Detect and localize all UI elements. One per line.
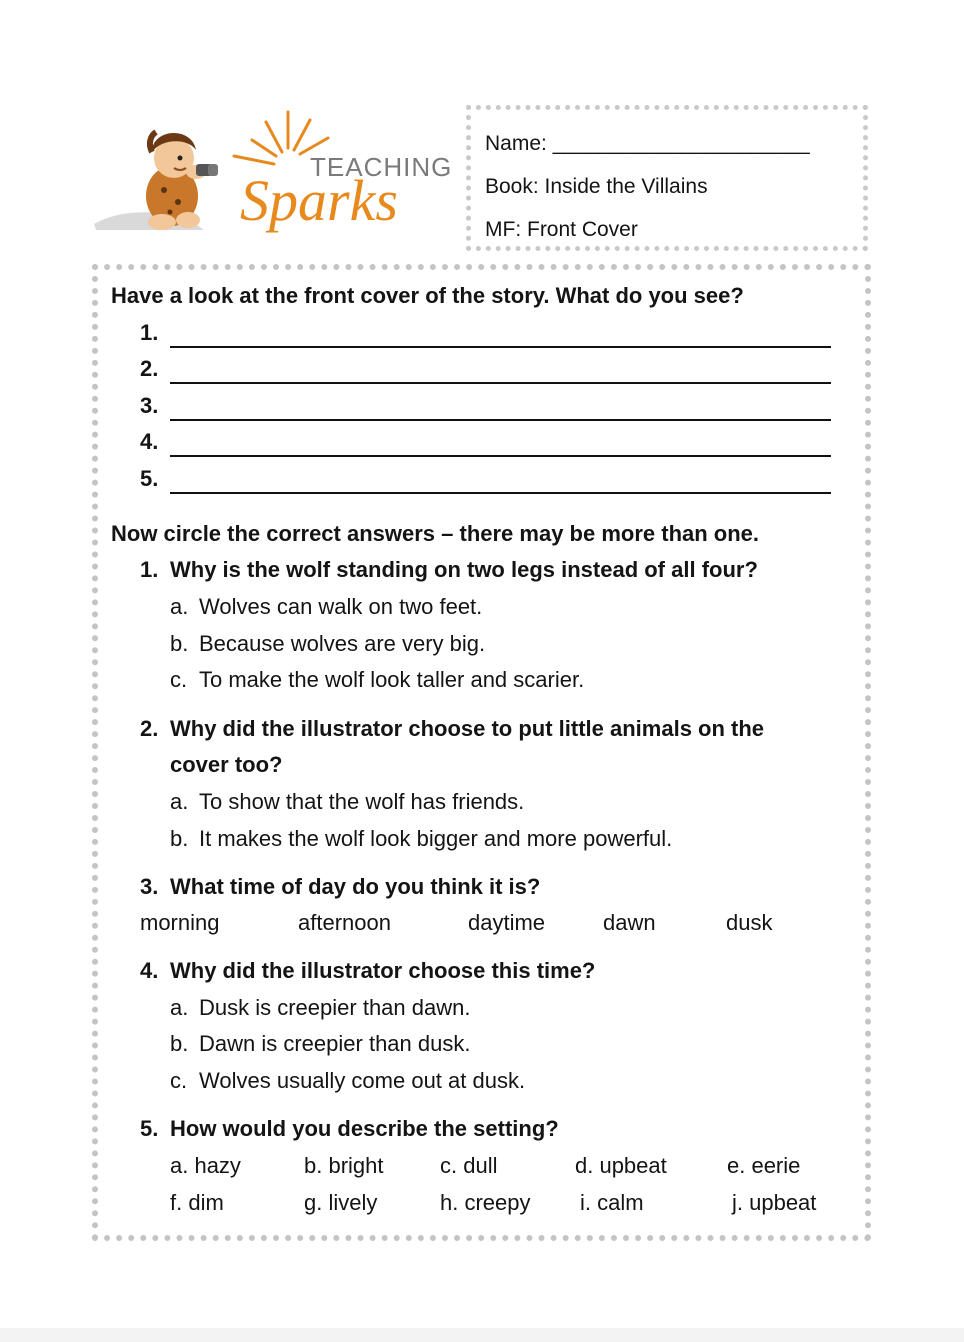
book-title: Book: Inside the Villains [485, 175, 708, 198]
q4-option-b[interactable]: Dawn is creepier than dusk. [199, 1031, 471, 1056]
svg-text:TEACHING: TEACHING [310, 152, 452, 182]
answer-line-number: 1. [140, 320, 159, 345]
q5-choice[interactable]: a. hazy [170, 1153, 241, 1178]
student-info-box [466, 105, 868, 251]
q1-option-a[interactable]: Wolves can walk on two feet. [199, 594, 483, 619]
mf-label: MF: Front Cover [485, 218, 638, 241]
option-letter: b. [170, 826, 189, 851]
question-4-text: Why did the illustrator choose this time? [170, 958, 596, 983]
answer-line-number: 5. [140, 466, 159, 491]
page-bottom-strip [0, 1328, 964, 1342]
answer-line-number: 2. [140, 356, 159, 381]
teaching-sparks-logo [92, 108, 452, 246]
answer-line-2[interactable] [170, 382, 831, 384]
q5-choice[interactable]: b. bright [304, 1153, 384, 1178]
q5-choice[interactable]: e. eerie [727, 1153, 801, 1178]
answer-line-4[interactable] [170, 455, 831, 457]
q3-choice-morning[interactable]: morning [140, 910, 220, 935]
option-letter: a. [170, 995, 189, 1020]
q5-choice[interactable]: g. lively [304, 1190, 378, 1215]
option-letter: c. [170, 1068, 188, 1093]
question-number: 5. [140, 1116, 159, 1141]
section1-prompt: Have a look at the front cover of the story. What do you see? [111, 283, 744, 308]
section2-prompt: Now circle the correct answers – there may be more than one. [111, 521, 760, 546]
option-letter: c. [170, 667, 188, 692]
q1-option-b[interactable]: Because wolves are very big. [199, 631, 486, 656]
question-number: 2. [140, 716, 159, 741]
q3-choice-daytime[interactable]: daytime [468, 910, 546, 935]
q3-choice-dusk[interactable]: dusk [726, 910, 773, 935]
question-number: 1. [140, 557, 159, 582]
answer-line-1[interactable] [170, 346, 831, 348]
question-3-text: What time of day do you think it is? [170, 874, 541, 899]
q2-option-a[interactable]: To show that the wolf has friends. [199, 789, 525, 814]
svg-text:Sparks: Sparks [240, 168, 398, 233]
q1-option-c[interactable]: To make the wolf look taller and scarier. [199, 667, 585, 692]
option-letter: a. [170, 594, 189, 619]
option-letter: a. [170, 789, 189, 814]
q5-choice[interactable]: c. dull [440, 1153, 498, 1178]
q5-choice[interactable]: h. creepy [440, 1190, 531, 1215]
q5-choice[interactable]: d. upbeat [575, 1153, 667, 1178]
caveman-mascot-icon [92, 108, 452, 246]
question-number: 3. [140, 874, 159, 899]
q5-choice[interactable]: i. calm [580, 1190, 644, 1215]
answer-line-number: 3. [140, 393, 159, 418]
option-letter: b. [170, 1031, 189, 1056]
name-label: Name: [485, 132, 547, 155]
q3-choice-afternoon[interactable]: afternoon [298, 910, 391, 935]
question-number: 4. [140, 958, 159, 983]
q3-choice-dawn[interactable]: dawn [603, 910, 656, 935]
answer-line-5[interactable] [170, 492, 831, 494]
answer-line-number: 4. [140, 429, 159, 454]
q5-choice[interactable]: f. dim [170, 1190, 224, 1215]
name-field[interactable] [485, 122, 863, 165]
option-letter: b. [170, 631, 189, 656]
worksheet-box [92, 264, 871, 1241]
question-2-text: Why did the illustrator choose to put little animals on the [170, 716, 765, 741]
name-blank[interactable]: ______________________ [552, 132, 810, 155]
q4-option-c[interactable]: Wolves usually come out at dusk. [199, 1068, 526, 1093]
question-5-text: How would you describe the setting? [170, 1116, 559, 1141]
q5-choice[interactable]: j. upbeat [732, 1190, 817, 1215]
q2-option-b[interactable]: It makes the wolf look bigger and more powerful. [199, 826, 673, 851]
question-2-text-cont: cover too? [170, 752, 283, 777]
answer-line-3[interactable] [170, 419, 831, 421]
q4-option-a[interactable]: Dusk is creepier than dawn. [199, 995, 471, 1020]
question-1-text: Why is the wolf standing on two legs instead of all four? [170, 557, 758, 582]
